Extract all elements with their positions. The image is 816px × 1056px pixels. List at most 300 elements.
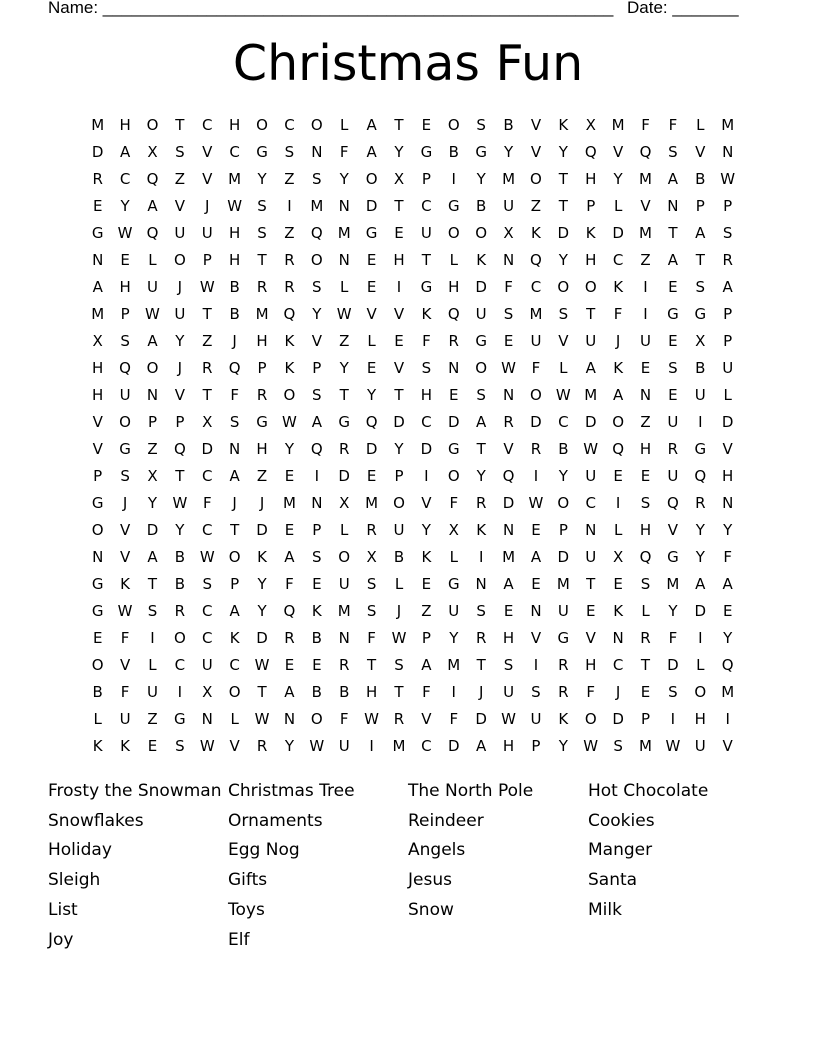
grid-letter: G [475, 142, 487, 161]
grid-letter: V [530, 629, 542, 648]
grid-letter: K [284, 331, 295, 350]
grid-letter: G [447, 439, 460, 458]
grid-letter: P [175, 412, 185, 431]
grid-letter: C [174, 656, 186, 675]
grid-letter: N [722, 142, 734, 161]
grid-letter: S [312, 548, 322, 567]
grid-letter: I [177, 683, 183, 702]
grid-letter: F [613, 304, 623, 323]
grid-letter: I [698, 629, 703, 648]
grid-letter: H [256, 331, 268, 350]
grid-letter: H [256, 439, 268, 458]
grid-letter: P [640, 710, 651, 729]
grid-letter: D [694, 602, 707, 621]
grid-letter: Q [666, 493, 679, 512]
grid-letter: M [666, 575, 680, 594]
grid-letter: C [612, 656, 624, 675]
grid-letter: Y [339, 169, 349, 188]
grid-letter: S [613, 737, 623, 756]
grid-letter: U [146, 683, 158, 702]
grid-letter: O [694, 683, 707, 702]
grid-letter: S [394, 656, 404, 675]
grid-letter: V [202, 169, 213, 188]
grid-letter: R [174, 602, 186, 621]
grid-letter: N [311, 142, 323, 161]
grid-letter: Q [283, 304, 296, 323]
grid-letter: T [202, 304, 212, 323]
grid-letter: D [91, 142, 104, 161]
grid-letter: X [202, 683, 213, 702]
grid-letter: R [640, 629, 651, 648]
grid-letter: R [722, 250, 733, 269]
grid-letter: H [448, 277, 460, 296]
grid-letter: P [230, 575, 240, 594]
grid-letter: F [422, 683, 431, 702]
grid-letter: B [174, 548, 186, 567]
grid-letter: Y [394, 142, 404, 161]
grid-letter: I [451, 169, 456, 188]
grid-letter: Z [256, 466, 268, 485]
grid-letter: C [612, 250, 624, 269]
grid-letter: F [120, 683, 130, 702]
grid-letter: W [172, 493, 188, 512]
grid-letter: M [584, 385, 598, 404]
grid-letter: W [117, 223, 133, 242]
grid-letter: E [284, 466, 295, 485]
grid-letter: N [311, 493, 323, 512]
grid-letter: S [640, 575, 651, 594]
grid-letter: Z [174, 169, 185, 188]
grid-letter: Q [310, 223, 323, 242]
grid-letter: L [723, 385, 732, 404]
grid-letter: E [640, 466, 651, 485]
grid-letter: D [557, 223, 570, 242]
grid-letter: T [668, 223, 678, 242]
grid-letter: P [257, 358, 267, 377]
grid-letter: S [312, 277, 322, 296]
date-field-label: Date: _______ [627, 0, 739, 17]
grid-letter: Y [695, 520, 705, 539]
grid-letter: U [503, 683, 515, 702]
grid-letter: F [668, 115, 678, 134]
grid-letter: U [667, 412, 679, 431]
grid-letter: C [421, 196, 432, 215]
grid-letter: H [585, 656, 597, 675]
grid-letter: O [393, 493, 405, 512]
grid-letter: T [640, 656, 651, 675]
grid-letter: D [721, 412, 734, 431]
grid-letter: G [256, 412, 268, 431]
grid-letter: T [394, 196, 404, 215]
grid-letter: C [202, 602, 213, 621]
grid-letter: Y [558, 466, 568, 485]
grid-letter: S [695, 277, 706, 296]
word-list-item: Frosty the Snowman [48, 780, 222, 801]
grid-letter: J [478, 683, 484, 702]
grid-letter: H [502, 629, 515, 648]
grid-letter: V [612, 142, 624, 161]
grid-letter: R [667, 439, 679, 458]
grid-letter: F [367, 629, 376, 648]
grid-letter: W [227, 196, 243, 215]
grid-letter: S [120, 331, 130, 350]
grid-letter: U [338, 737, 350, 756]
grid-letter: N [502, 385, 515, 404]
grid-letter: P [421, 629, 431, 648]
grid-letter: T [175, 466, 185, 485]
grid-letter: G [667, 304, 679, 323]
grid-letter: U [393, 520, 405, 539]
grid-letter: U [530, 710, 542, 729]
grid-letter: D [256, 629, 268, 648]
grid-letter: J [177, 277, 183, 296]
grid-letter: A [229, 466, 240, 485]
grid-letter: V [558, 331, 569, 350]
grid-letter: A [421, 656, 432, 675]
grid-letter: J [232, 493, 237, 512]
grid-letter: E [284, 520, 295, 539]
grid-letter: H [119, 115, 131, 134]
grid-letter: H [393, 250, 405, 269]
grid-letter: B [92, 683, 103, 702]
grid-letter: V [640, 196, 651, 215]
grid-letter: R [475, 629, 487, 648]
grid-letter: K [284, 358, 295, 377]
grid-letter: Z [421, 602, 432, 621]
grid-letter: P [586, 196, 596, 215]
grid-letter: S [722, 223, 733, 242]
grid-letter: P [723, 196, 733, 215]
grid-letter: I [533, 656, 539, 675]
grid-letter: T [175, 115, 185, 134]
grid-letter: V [119, 548, 131, 567]
grid-letter: X [366, 548, 377, 567]
grid-letter: V [722, 439, 733, 458]
grid-letter: S [257, 196, 267, 215]
grid-letter: T [257, 250, 267, 269]
grid-letter: Y [394, 439, 404, 458]
grid-letter: D [256, 520, 268, 539]
grid-letter: L [613, 196, 623, 215]
grid-letter: N [92, 250, 104, 269]
grid-letter: O [612, 412, 625, 431]
grid-letter: R [256, 385, 268, 404]
grid-letter: D [393, 412, 405, 431]
grid-letter: C [202, 115, 213, 134]
header [48, 0, 748, 20]
grid-letter: M [721, 115, 735, 134]
grid-letter: Q [502, 466, 515, 485]
grid-letter: T [558, 169, 568, 188]
grid-letter: P [723, 304, 733, 323]
grid-letter: O [365, 169, 378, 188]
grid-letter: V [229, 737, 240, 756]
grid-letter: V [667, 520, 679, 539]
grid-letter: V [503, 439, 514, 458]
grid-letter: N [502, 250, 515, 269]
grid-letter: K [476, 520, 487, 539]
grid-letter: D [502, 493, 515, 512]
grid-letter: P [421, 169, 431, 188]
grid-letter: M [310, 196, 324, 215]
grid-letter: F [339, 710, 349, 729]
grid-letter: I [533, 466, 539, 485]
grid-letter: R [92, 169, 103, 188]
grid-letter: T [257, 683, 267, 702]
grid-letter: V [722, 737, 733, 756]
grid-letter: U [530, 331, 542, 350]
grid-letter: I [150, 629, 155, 648]
grid-letter: E [421, 115, 432, 134]
grid-letter: N [502, 520, 515, 539]
grid-letter: H [229, 250, 241, 269]
grid-letter: G [365, 223, 378, 242]
grid-letter: C [558, 412, 569, 431]
grid-letter: J [232, 331, 237, 350]
grid-letter: K [120, 737, 130, 756]
grid-letter: G [420, 142, 433, 161]
grid-letter: R [202, 358, 213, 377]
grid-letter: N [530, 602, 542, 621]
grid-letter: K [476, 250, 487, 269]
grid-letter: O [475, 358, 488, 377]
grid-letter: W [199, 548, 215, 567]
grid-letter: A [311, 412, 322, 431]
grid-letter: A [530, 548, 542, 567]
word-list-item: Egg Nog [228, 840, 300, 861]
grid-letter: O [146, 358, 159, 377]
grid-letter: A [476, 412, 487, 431]
grid-letter: H [420, 385, 433, 404]
grid-letter: O [256, 115, 268, 134]
grid-letter: V [202, 142, 213, 161]
grid-letter: X [92, 331, 103, 350]
grid-letter: Q [530, 250, 542, 269]
grid-letter: W [254, 710, 270, 729]
grid-letter: B [311, 683, 322, 702]
grid-letter: D [530, 412, 542, 431]
grid-letter: X [393, 169, 405, 188]
grid-letter: H [694, 710, 706, 729]
grid-letter: A [147, 548, 158, 567]
grid-letter: F [641, 115, 650, 134]
grid-letter: H [229, 223, 241, 242]
grid-letter: E [366, 277, 377, 296]
grid-letter: L [148, 250, 157, 269]
grid-letter: C [202, 629, 213, 648]
grid-letter: Y [284, 439, 295, 458]
grid-letter: M [721, 683, 735, 702]
grid-letter: F [504, 277, 513, 296]
grid-letter: Y [147, 493, 158, 512]
word-list-item: Cookies [588, 810, 655, 831]
grid-letter: E [366, 466, 377, 485]
grid-letter: M [502, 548, 516, 567]
grid-letter: S [531, 683, 541, 702]
grid-letter: U [640, 331, 651, 350]
grid-letter: B [229, 277, 240, 296]
grid-letter: H [639, 439, 652, 458]
grid-letter: S [503, 304, 514, 323]
grid-letter: M [639, 169, 652, 188]
grid-letter: E [531, 575, 541, 594]
grid-letter: K [558, 115, 569, 134]
grid-letter: R [503, 412, 514, 431]
grid-letter: L [613, 520, 623, 539]
grid-letter: I [615, 493, 621, 512]
grid-letter: O [584, 277, 597, 296]
grid-letter: W [336, 304, 352, 323]
grid-letter: S [668, 683, 678, 702]
grid-letter: D [146, 520, 159, 539]
grid-letter: T [230, 520, 240, 539]
grid-letter: H [585, 250, 597, 269]
grid-letter: D [338, 466, 350, 485]
grid-letter: S [147, 602, 158, 621]
grid-letter: S [668, 142, 678, 161]
grid-letter: J [177, 358, 183, 377]
grid-letter: E [585, 602, 596, 621]
grid-letter: D [557, 548, 570, 567]
grid-letter: V [393, 304, 405, 323]
grid-letter: D [447, 737, 460, 756]
grid-letter: R [338, 656, 350, 675]
grid-letter: E [640, 683, 651, 702]
grid-letter: I [396, 277, 402, 296]
grid-letter: O [557, 493, 570, 512]
grid-letter: P [558, 520, 568, 539]
grid-letter: S [175, 737, 185, 756]
grid-letter: I [643, 304, 648, 323]
grid-letter: N [229, 439, 241, 458]
grid-letter: T [421, 250, 431, 269]
grid-letter: W [199, 277, 215, 296]
grid-letter: O [173, 629, 186, 648]
grid-letter: Q [283, 602, 296, 621]
grid-letter: L [696, 115, 705, 134]
grid-letter: J [396, 602, 402, 621]
grid-letter: Q [639, 142, 652, 161]
grid-letter: C [421, 412, 432, 431]
grid-letter: E [92, 629, 103, 648]
grid-letter: S [476, 385, 486, 404]
word-list-item: Gifts [228, 870, 268, 891]
grid-letter: S [202, 575, 213, 594]
grid-letter: Q [146, 169, 159, 188]
grid-letter: M [639, 737, 652, 756]
grid-letter: O [557, 277, 570, 296]
grid-letter: Y [449, 629, 459, 648]
grid-letter: N [92, 548, 104, 567]
grid-letter: G [174, 710, 186, 729]
grid-letter: R [448, 331, 459, 350]
grid-letter: N [338, 196, 350, 215]
word-list-item: Toys [228, 900, 265, 921]
grid-letter: R [284, 250, 295, 269]
grid-letter: I [369, 737, 374, 756]
grid-letter: A [695, 223, 706, 242]
grid-letter: Y [503, 142, 514, 161]
grid-letter: U [420, 223, 432, 242]
grid-letter: I [698, 412, 703, 431]
grid-letter: R [530, 439, 542, 458]
grid-letter: U [557, 602, 569, 621]
grid-letter: E [503, 331, 514, 350]
grid-letter: F [586, 683, 596, 702]
word-list-item: Hot Chocolate [588, 780, 709, 801]
grid-letter: U [722, 358, 734, 377]
grid-letter: P [147, 412, 157, 431]
word-list-item: Milk [588, 900, 622, 921]
grid-letter: W [391, 629, 407, 648]
grid-letter: Y [367, 385, 377, 404]
grid-letter: M [502, 169, 516, 188]
grid-letter: N [146, 385, 159, 404]
grid-letter: S [476, 602, 486, 621]
grid-letter: L [367, 331, 376, 350]
grid-letter: M [337, 602, 351, 621]
grid-letter: V [530, 142, 542, 161]
grid-letter: W [720, 169, 736, 188]
grid-letter: Q [612, 439, 625, 458]
grid-letter: Q [173, 439, 186, 458]
grid-letter: B [558, 439, 569, 458]
grid-letter: E [394, 331, 404, 350]
grid-letter: Q [721, 656, 734, 675]
word-list-item: Joy [48, 929, 74, 950]
name-field-label: Name: ______________________________________________________ [48, 0, 614, 17]
grid-letter: V [174, 385, 185, 404]
grid-letter: R [695, 493, 706, 512]
grid-letter: Q [146, 223, 159, 242]
grid-letter: E [613, 466, 623, 485]
grid-letter: C [229, 142, 240, 161]
grid-letter: I [670, 710, 676, 729]
grid-letter: Y [257, 169, 267, 188]
grid-letter: W [282, 412, 297, 431]
grid-letter: Q [365, 412, 378, 431]
grid-letter: G [420, 277, 433, 296]
grid-letter: Z [284, 223, 295, 242]
grid-letter: O [119, 412, 131, 431]
grid-letter: Y [695, 548, 705, 567]
grid-letter: N [201, 710, 213, 729]
grid-letter: A [284, 548, 295, 567]
grid-letter: A [667, 250, 679, 269]
word-list-item: Elf [228, 929, 250, 950]
grid-letter: L [641, 602, 650, 621]
grid-letter: U [475, 304, 487, 323]
grid-letter: S [257, 223, 267, 242]
grid-letter: Q [228, 358, 241, 377]
grid-letter: I [725, 710, 730, 729]
grid-letter: N [475, 575, 487, 594]
grid-letter: B [174, 575, 186, 594]
grid-letter: K [120, 575, 130, 594]
grid-letter: H [722, 466, 734, 485]
grid-letter: Q [694, 466, 707, 485]
grid-letter: U [338, 575, 350, 594]
grid-letter: W [254, 656, 270, 675]
grid-letter: J [259, 493, 265, 512]
grid-letter: Y [476, 466, 486, 485]
grid-letter: F [449, 493, 459, 512]
grid-letter: S [120, 466, 130, 485]
grid-letter: O [91, 656, 104, 675]
grid-letter: N [639, 385, 652, 404]
grid-letter: V [366, 304, 377, 323]
grid-letter: I [314, 466, 320, 485]
